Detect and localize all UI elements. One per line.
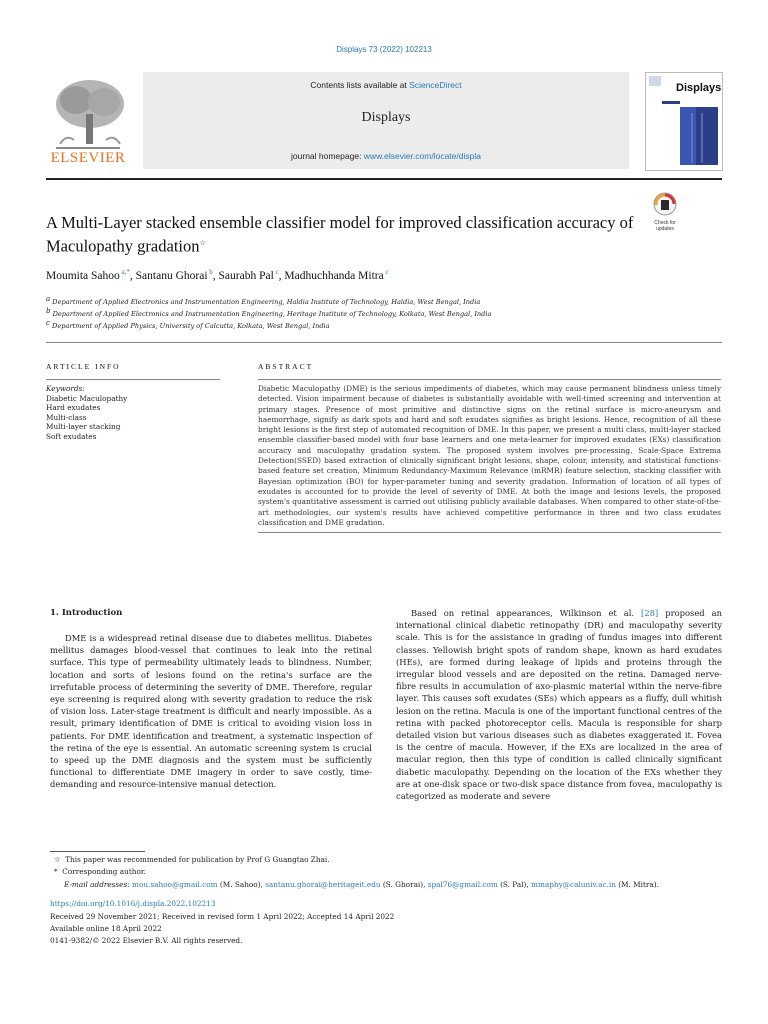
email-label: E-mail addresses: <box>64 880 130 889</box>
journal-homepage-line <box>143 151 629 161</box>
footnote-recommendation: ☆ This paper was recommended for publication by Prof G Guangtao Zhai. <box>54 855 330 864</box>
keyword-item: Multi-class <box>46 412 87 422</box>
keyword-item: Hard exudates <box>46 403 101 413</box>
article-info-heading: ARTICLE INFO <box>46 362 121 371</box>
homepage-prefix: journal homepage: <box>291 151 364 161</box>
available-online: Available online 18 April 2022 <box>50 924 162 933</box>
author-list: Moumita Sahoo $^{a,*}$, Santanu Ghorai $^b$, Saurabh Pal $^c$, Madhuchhanda Mitra $^c$ <box>46 268 389 282</box>
journal-cover-thumbnail[interactable] <box>645 72 723 171</box>
author-affiliation-mark[interactable]: c <box>275 268 279 276</box>
article-title <box>46 212 636 257</box>
author-affiliation-mark[interactable]: a,* <box>121 268 130 276</box>
check-for-updates-badge[interactable] <box>647 192 683 232</box>
contents-prefix: Contents lists available at <box>310 80 410 90</box>
intro-right-text: Based on retinal appearances, Wilkinson et al. <box>411 608 642 618</box>
copyright-line: 0141-9382/© 2022 Elsevier B.V. All rights reserved. <box>50 936 243 945</box>
check-updates-icon <box>647 192 683 216</box>
received-dates: Received 29 November 2021; Received in revised form 1 April 2022; Accepted 14 April 2022 <box>50 912 395 921</box>
journal-name: Displays <box>361 110 411 125</box>
author-name[interactable]: Saurabh Pal <box>218 269 274 282</box>
contents-line <box>143 80 629 90</box>
keywords-section <box>46 379 220 442</box>
author-name[interactable]: Madhuchhanda Mitra <box>284 269 384 282</box>
footnote-rule <box>50 851 145 852</box>
intro-paragraph-left: DME is a widespread retinal disease due to diabetes mellitus. Diabetes mellitus damages blood-vessel that continues to leak into the retinal surface. This type of permeability ultimately leads to blindness. Number, location and sorts of lesions found on the retina's surface are the irrefutable process of determining the severity of DME. Therefore, regular eye screening is required along with severity gradation to reduce the risk of vision loss. Later-stage treatment is difficult and nearly impossible. As a result, primary identification of DME is critical to avoiding vision loss in patients. For DME identification and treatment, a systematic inspection of the retina of the eye is essential. An automatic screening system is crucial to speed up the DME diagnosis and the system must be sufficiently functional to differentiate DME imagery in order to save costly, time-demanding and resource-intensive manual detection. <box>50 633 372 790</box>
badge-line-2: updates <box>656 226 674 232</box>
keyword-item: Multi-layer stacking <box>46 422 121 432</box>
sciencedirect-link[interactable]: ScienceDirect <box>409 80 462 90</box>
affiliation-item: $^c$ Department of Applied Physics, University of Calcutta, Kolkata, West Bengal, India <box>46 319 330 331</box>
footnote-corresponding: * Corresponding author. <box>54 867 146 876</box>
title-footnote-mark[interactable]: ☆ <box>199 239 206 247</box>
intro-right-text: proposed an international clinical diabetic retinopathy (DR) and maculopathy severity scale. This is for the assistance in grading of fundus images into different classes. Yellowish bright spots of random shape, known as hard exudates (HEs), are formed during leakage of lipids and proteins through the irregular blood vessels and are deposited on the retina. Damaged nerve-fibre results in accumulation of axo-plasmic material within the nerve-fibre layer. This causes soft exudates (SEs) which appears as a fluffy, dull whitish lesion on the retina. Macula is one of the important functional centres of the retina with packed photoreceptor cells. Macula is responsible for sharp detailed vision but various diseases such as diabetes exaggerated it. Fovea is the centre of macula. However, if the EXs are localized in the area of macular region, then this type of condition is called clinically significant diabetic maculopathy. Depending on the location of the EXs whether they are at one-disk space or two-disk space distance from fovea, maculopathy is categorized as moderate and severe <box>396 608 722 802</box>
author-name[interactable]: Santanu Ghorai <box>135 269 208 282</box>
cover-title: Displays <box>676 82 722 94</box>
doi-link[interactable]: https://doi.org/10.1016/j.displa.2022.102213 <box>50 899 216 908</box>
badge-line-1: Check for <box>654 220 676 226</box>
section-heading-introduction: 1. Introduction <box>50 608 123 618</box>
reference-link[interactable]: [28] <box>641 608 659 618</box>
abstract-heading: ABSTRACT <box>258 362 314 371</box>
affiliation-item: $^a$ Department of Applied Electronics and Instrumentation Engineering, Haldia Institute of Technology, Haldia, West Bengal, India <box>46 295 481 307</box>
author-affiliation-mark[interactable]: c <box>385 268 389 276</box>
keyword-item: Soft exudates <box>46 431 97 441</box>
affiliation-rule <box>46 342 722 343</box>
abstract-section <box>258 379 721 533</box>
email-link[interactable]: mou.sahoo@gmail.com <box>132 880 218 889</box>
footnote-emails: E-mail addresses: mou.sahoo@gmail.com (M. Sahoo), santanu.ghorai@heritageit.edu (S. Ghorai), spal76@gmail.com (S. Pal), mmaphy@caluniv.ac.in (M. Mitra). <box>64 880 659 889</box>
article-title-text: A Multi-Layer stacked ensemble classifier model for improved classification accuracy of Maculopathy gradation <box>46 213 634 256</box>
elsevier-wordmark: ELSEVIER <box>50 150 126 166</box>
keyword-item: Diabetic Maculopathy <box>46 393 128 403</box>
affiliation-item: $^b$ Department of Applied Electronics and Instrumentation Engineering, Heritage Institute of Technology, Kolkata, West Bengal, India <box>46 307 492 319</box>
email-link[interactable]: santanu.ghorai@heritageit.edu <box>265 880 381 889</box>
author-name[interactable]: Moumita Sahoo <box>46 269 120 282</box>
header-rule <box>46 178 722 180</box>
keywords-label: Keywords: <box>46 384 85 393</box>
author-affiliation-mark[interactable]: b <box>209 268 213 276</box>
email-link[interactable]: mmaphy@caluniv.ac.in <box>531 880 616 889</box>
journal-reference-link[interactable]: Displays 73 (2022) 102213 <box>336 45 432 54</box>
journal-homepage-link[interactable]: www.elsevier.com/locate/displa <box>363 151 481 161</box>
abstract-text: Diabetic Maculopathy (DME) is the serious impediments of diabetes, which may cause permanent blindness unless timely detected. Vision impairment because of diabetes is substantially avoidable with well-timed screening and intervention at primary stages. Presence of most primitive and distinctive signs on the retinal surface is micro-aneurysm and haemorrhage, signify as dark spots and hard and soft exudates signifies as bright lesions. Hence, recognition of all these bright lesions is the first step of automated recognition of DME. In this paper, we present a multi class, multi-layer stacked ensemble classifier-based model with four base learners and one meta-learner for improved exudates (EXs) classification accuracy and maculopathy gradation system. The proposed system involves pre-processing, Scale-Space Extrema Detection(SSED) based extraction of clinically significant bright lesions, shape, colour, intensity, and statistical functions-based feature set creation, Minimum Redundancy-Maximum Relevance (mRMR) feature selection, stacking classifier with Bayesian optimization (BO) for hyper-parameter tuning and severity gradation. Information of location of all types of exudates is accounted for to provide the level of severity of DME. At both the image and lesions levels, the proposed system's quantitative assessment is carried out utilising publicly available databases. When compared to other state-of-the-art methodologies, our system's results have achieved competitive performance in three and two class exudates classification and DME gradation. <box>258 384 721 527</box>
email-link[interactable]: spal76@gmail.com <box>427 880 498 889</box>
intro-paragraph-right <box>396 607 722 802</box>
